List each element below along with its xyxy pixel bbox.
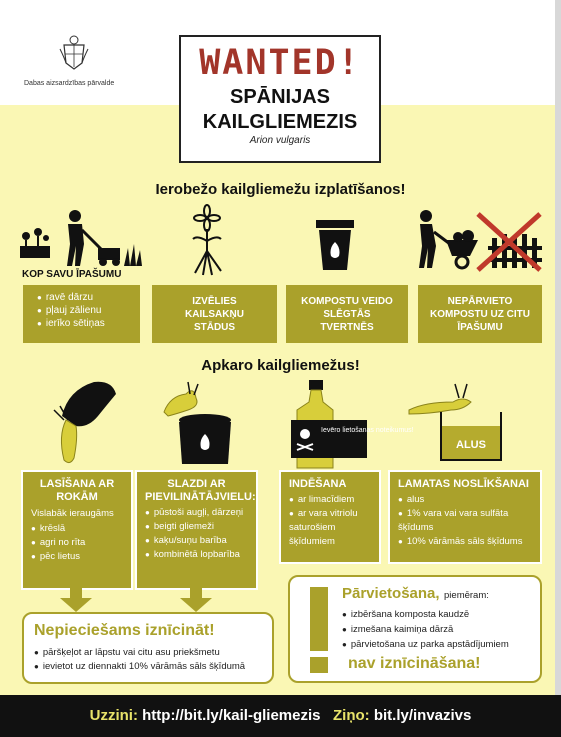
relocation-title-suffix: piemēram: <box>444 590 489 601</box>
relocation-panel <box>288 575 542 683</box>
lawn-mower-icon <box>18 208 148 268</box>
card-title: SLAZDI AR PIEVILINĀTĀJVIELU: <box>145 478 256 503</box>
exclamation-dot <box>310 657 328 673</box>
list-item: ● 10% vārāmās sāls šķīdums <box>398 535 536 549</box>
card-title: INDĒŠANA <box>289 478 347 490</box>
wheelbarrow-no-moving-icon <box>412 210 547 272</box>
agency-name: Dabas aizsardzības pārvalde <box>24 80 115 87</box>
learn-label: Uzzini: <box>89 707 138 724</box>
species-name-line1: SPĀNIJAS <box>229 86 331 108</box>
destroy-title: Nepieciešams iznīcināt! <box>34 622 215 639</box>
list-item: ● kaķu/suņu barība <box>145 534 256 548</box>
list-item: ● ravē dārzu <box>37 291 140 304</box>
list-item: ● pēc lietus <box>31 550 131 564</box>
latin-name: Arion vulgaris <box>249 135 311 146</box>
bare-root-plant-icon <box>185 205 230 277</box>
coat-of-arms-logo <box>58 33 90 71</box>
footer-bar <box>0 695 561 737</box>
wanted-title: WANTED! <box>199 43 361 83</box>
list-item: ● agri no rīta <box>31 536 131 550</box>
hand-picking-slug-icon <box>42 376 122 466</box>
label-keep-property: KOP SAVU ĪPAŠUMU <box>22 269 122 280</box>
wanted-poster <box>179 35 381 163</box>
list-item: ● ievietot uz diennakti 10% vārāmās sāls šķīdumā <box>34 660 262 674</box>
card-no-moving-compost: NEPĀRVIETO KOMPOSTU UZ CITU ĪPAŠUMU <box>418 285 542 343</box>
beer-trap-icon <box>405 378 515 463</box>
list-item: ● alus <box>398 493 536 507</box>
learn-link[interactable]: http://bit.ly/kail-gliemezis <box>142 707 321 724</box>
card-drowning-traps <box>388 470 542 564</box>
compost-bin-icon <box>316 220 354 270</box>
section-heading-prevent: Ierobežo kailgliemežu izplatīšanos! <box>155 181 406 198</box>
list-item: ● ierīko sētiņas <box>37 317 140 330</box>
list-item: ● ar limacīdiem <box>289 493 375 507</box>
card-closed-compost: KOMPOSTU VEIDO SLĒGTĀS TVERTNĒS <box>286 285 408 343</box>
relocation-conclusion: nav iznīcināšana! <box>348 655 481 672</box>
bottle-warning-label: Ievēro lietošanas noteikumus! <box>321 427 414 434</box>
list-item: ● krēslā <box>31 522 131 536</box>
card-bare-root-plants: IZVĒLIES KAILSAKŅU STĀDUS <box>152 285 277 343</box>
list-item: ● izbēršana komposta kaudzē <box>342 607 509 622</box>
list-item: ● ar vara vitriolu saturošiem šķīdumiem <box>289 507 375 549</box>
card-title: LAMATAS NOSLĪKŠANAI <box>398 478 529 490</box>
jar-label: ALUS <box>456 439 486 451</box>
list-item: ● 1% vara vai vara sulfāta šķīdums <box>398 507 536 535</box>
card-traps <box>135 470 258 590</box>
card-hand-picking <box>21 470 133 590</box>
card-title: LASĪŠANA AR ROKĀM <box>39 478 115 503</box>
list-item: ● beigti gliemeži <box>145 520 256 534</box>
list-item: ● kombinētā lopbarība <box>145 548 256 562</box>
report-link[interactable]: bit.ly/invazivs <box>373 707 472 724</box>
card-description: Vislabāk ieraugāms <box>31 508 114 519</box>
trap-bucket-icon <box>160 376 250 466</box>
list-item: ● pāršķeļot ar lāpstu vai citu asu priekšmetu <box>34 646 262 660</box>
report-label: Ziņo: <box>333 707 370 724</box>
list-item: ● pārvietošana uz parka apstādījumiem <box>342 637 509 652</box>
relocation-title: Pārvietošana, <box>342 585 440 602</box>
list-item: ● pļauj zālienu <box>37 304 140 317</box>
exclamation-icon <box>310 587 328 651</box>
section-heading-combat: Apkaro kailgliemežus! <box>201 357 360 374</box>
list-item: ● pūstoši augļi, dārzeņi <box>145 506 256 520</box>
arrow-down-icon <box>56 588 96 612</box>
list-item: ● izmešana kaimiņa dārzā <box>342 622 509 637</box>
card-keep-property <box>23 285 140 343</box>
destroy-panel <box>22 612 274 684</box>
card-poisoning <box>279 470 381 564</box>
arrow-down-icon <box>176 588 216 612</box>
poison-bottle-icon <box>287 380 414 470</box>
species-name-line2: KAILGLIEMEZIS <box>202 111 358 133</box>
